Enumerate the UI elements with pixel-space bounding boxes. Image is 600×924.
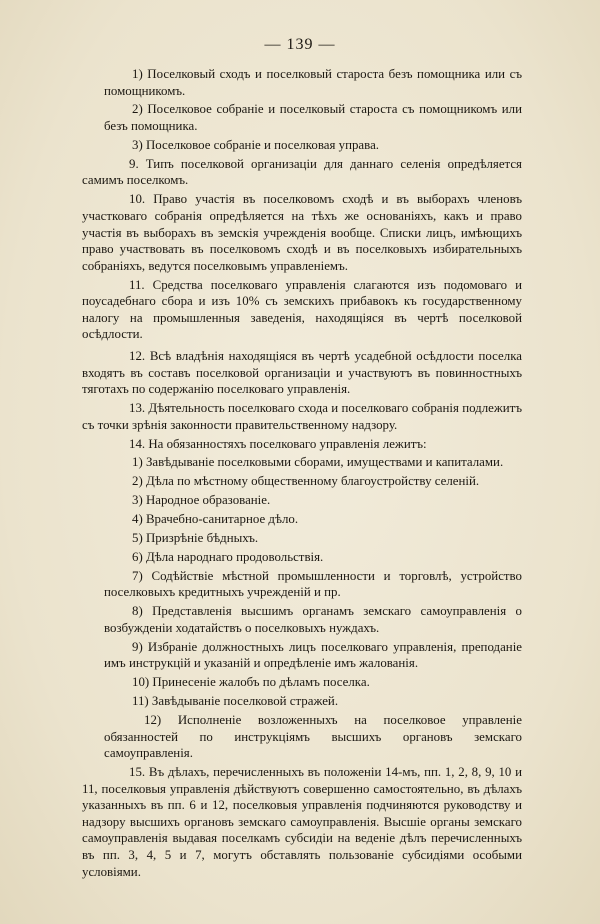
duty-item-8: 8) Представленія высшимъ органамъ земскаго самоуправленія о возбужденіи ходатайствъ о поселковыхъ нуждахъ. xyxy=(104,604,522,635)
section-9: 9. Типъ поселковой организаціи для даннаго селенія опредѣляется самимъ поселкомъ. xyxy=(82,156,522,188)
type-option-2: 2) Поселковое собраніе и поселковый староста съ помощникомъ или безъ помощника. xyxy=(104,102,522,134)
section-13: 13. Дѣятельность поселковаго схода и поселковаго собранія подлежитъ съ точки зрѣнія законности правительственному надзору. xyxy=(82,401,522,432)
section-10: 10. Право участія въ поселковомъ сходѣ и въ выборахъ членовъ участковаго собранія опредѣляется на тѣхъ же основаніяхъ, какъ и право участія въ выборахъ въ земскія учрежденія вообще. Списки лицъ, имѣющихъ право участвовать въ поселковомъ сходѣ и въ поселковыхъ избирательныхъ собраніяхъ, ведутся поселковымъ управленіемъ. xyxy=(82,192,522,273)
section-12: 12. Всѣ владѣнія находящіяся въ чертѣ усадебной осѣдлости поселка входятъ въ составъ поселковой организаціи и участвуютъ въ повинностныхъ тяготахъ по содержанію поселковаго управленія. xyxy=(82,348,522,397)
duty-item-5: 5) Призрѣніе бѣдныхъ. xyxy=(132,531,259,545)
duty-item-4: 4) Врачебно-санитарное дѣло. xyxy=(132,512,299,527)
duty-item-12: 12) Исполненіе возложенныхъ на поселковое управленіе обязанностей по инструкціямъ высшихъ органовъ земскаго самоуправленія. xyxy=(104,713,522,761)
section-14: 14. На обязанностяхъ поселковаго управленія лежитъ: xyxy=(129,436,427,451)
type-option-3: 3) Поселковое собраніе и поселковая управа. xyxy=(132,137,380,152)
page-number: — 139 — xyxy=(264,36,336,53)
type-option-1: 1) Поселковый сходъ и поселковый староста безъ помощника или съ помощникомъ. xyxy=(104,67,522,98)
duty-item-1: 1) Завѣдываніе поселковыми сборами, имуществами и капиталами. xyxy=(132,455,504,470)
duty-item-9: 9) Избраніе должностныхъ лицъ поселковаго управленія, преподаніе имъ инструкцій и указаній и опредѣленіе имъ жалованія. xyxy=(104,639,522,671)
duty-item-2: 2) Дѣла по мѣстному общественному благоустройству селеній. xyxy=(132,474,480,489)
section-15: 15. Въ дѣлахъ, перечисленныхъ въ положеніи 14-мъ, пп. 1, 2, 8, 9, 10 и 11, поселковыя управленія дѣйствуютъ совершенно самостоятельно, въ дѣлахъ указанныхъ въ пп. 6 и 12, поселковыя управленія подчиняются руководству и надзору высшихъ органовъ земскаго самоуправленія. Высшіе органы земскаго самоуправленія выдавая поселкамъ субсидіи на веденіе дѣлъ перечисленныхъ въ пп. 3, 4, 5 и 7, могутъ обставлять пользованіе субсидіями особыми условіями. xyxy=(82,765,522,879)
duty-item-6: 6) Дѣла народнаго продовольствія. xyxy=(132,549,324,564)
duty-item-7: 7) Содѣйствіе мѣстной промышленности и торговлѣ, устройство поселковыхъ кредитныхъ учрежденій и пр. xyxy=(104,568,522,600)
duty-item-10: 10) Принесеніе жалобъ по дѣламъ поселка. xyxy=(132,675,370,690)
body-text xyxy=(82,66,522,883)
duty-item-11: 11) Завѣдываніе поселковой стражей. xyxy=(132,694,339,709)
duty-item-3: 3) Народное образованіе. xyxy=(132,493,271,508)
section-11: 11. Средства поселковаго управленія слагаются изъ подомоваго и поусадебнаго сбора и изъ 10% съ земскихъ прибавокъ къ государственному налогу на промышленныя заведенія, находящіяся въ чертѣ поселковой осѣдлости. xyxy=(82,277,522,342)
